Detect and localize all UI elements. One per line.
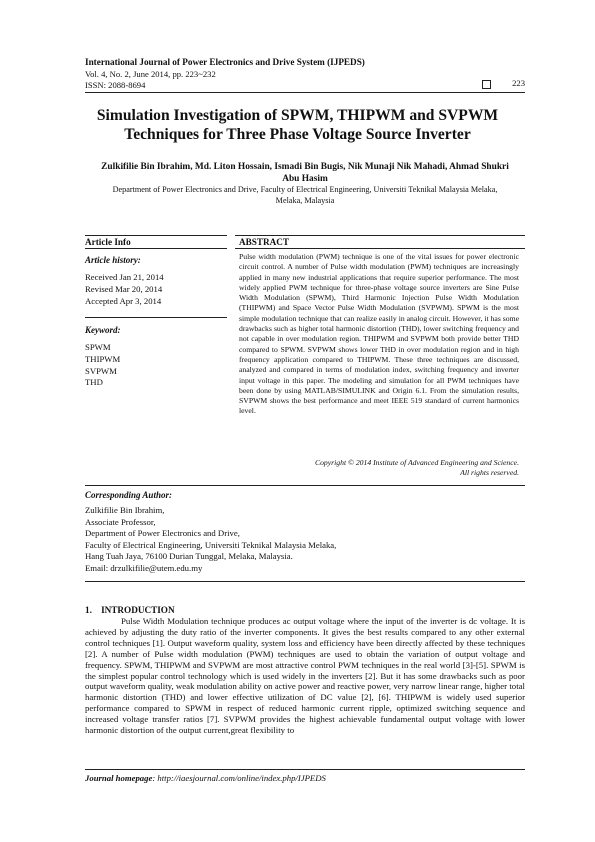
- corresponding-author: [85, 505, 336, 575]
- corresponding-top-rule: [85, 485, 525, 486]
- history-revised: Revised Mar 20, 2014: [85, 283, 163, 294]
- article-history: [85, 272, 164, 307]
- abstract-text: Pulse width modulation (PWM) technique is one of the vital issues for power electronic circuit control. A number of Pulse width modulation (PWM) techniques are increasingly applied in many new industrial applications that require superior performance. The most widely applied PWM technique for three-phase voltage source inverters are Sine Pulse Width Modulation (SPWM), Third Harmonic Injection Pulse Width Modulation (THIPWM) and Space Vector Pulse Width Modulation (SVPWM). SPWM is the most simple modulation technique that can realize easily in analog circuit. However, it has some drawbacks such as higher total harmonic distortion (THD), lower switching frequency and not capable in over modulation region. THIPWM and SVPWM both provide better THD compared to SPWM. SVPWM shows lower THD in over modulation region and in high frequency application compared to THIPWM. These three techniques are discussed, analyzed and compared in terms of modulation index, switching frequency and inverter input voltage in this paper. The modeling and simulation for all PWM techniques have been done by using MATLAB/SIMULINK and Origin 6.1. From the simulation results, SVPWM shows the best performance and meet IEEE 519 standard of current harmonics level.: [239, 252, 519, 416]
- abstract-heading: ABSTRACT: [239, 237, 290, 247]
- issn: ISSN: 2088-8694: [85, 80, 146, 90]
- volume-info: Vol. 4, No. 2, June 2014, pp. 223~232: [85, 69, 216, 79]
- history-accepted: Accepted Apr 3, 2014: [85, 295, 162, 306]
- footer-rule: [85, 769, 525, 770]
- keyword-item: THD: [85, 377, 103, 388]
- copyright: [239, 458, 519, 479]
- keyword-item: SVPWM: [85, 365, 117, 376]
- keyword-item: SPWM: [85, 342, 111, 352]
- authors-line-2: Abu Hasim: [282, 174, 328, 184]
- page-box-icon: [482, 80, 491, 89]
- keyword-list: [85, 342, 120, 389]
- introduction-heading: 1. INTRODUCTION: [85, 605, 175, 615]
- introduction-body: [85, 616, 525, 736]
- corresponding-bottom-rule: [85, 581, 525, 582]
- corresponding-line: Faculty of Electrical Engineering, Universiti Teknikal Malaysia Melaka,: [85, 539, 337, 550]
- title-line-2: Techniques for Three Phase Voltage Source Inverter: [124, 126, 471, 143]
- authors: [85, 161, 525, 185]
- article-info-mid-rule: [85, 248, 227, 249]
- keyword-rule: [85, 317, 227, 318]
- abstract-mid-rule: [235, 248, 525, 249]
- article-history-label: Article history:: [85, 255, 141, 265]
- copyright-line-1: Copyright © 2014 Institute of Advanced Engineering and Science.: [314, 458, 519, 467]
- authors-line-1: Zulkifilie Bin Ibrahim, Md. Liton Hossain, Ismadi Bin Bugis, Nik Munaji Nik Mahadi, Ahmad Shukri: [101, 162, 509, 172]
- history-received: Received Jan 21, 2014: [85, 272, 164, 282]
- article-info-top-rule: [85, 235, 227, 236]
- corresponding-line: Hang Tuah Jaya, 76100 Durian Tunggal, Melaka, Malaysia.: [85, 551, 293, 562]
- journal-homepage-label: Journal homepage: [85, 773, 153, 783]
- affiliation: [85, 184, 525, 206]
- corresponding-line: Zulkifilie Bin Ibrahim,: [85, 505, 165, 515]
- journal-name: International Journal of Power Electronics and Drive System (IJPEDS): [85, 57, 365, 67]
- footer: [85, 773, 326, 783]
- journal-homepage-link[interactable]: : http://iaesjournal.com/online/index.php/IJPEDS: [152, 773, 326, 783]
- corresponding-label: Corresponding Author:: [85, 490, 172, 500]
- header-rule: [85, 92, 525, 93]
- title-line-1: Simulation Investigation of SPWM, THIPWM and SVPWM: [96, 107, 499, 124]
- article-info-heading: Article Info: [85, 237, 131, 247]
- corresponding-email[interactable]: Email: drzulkifilie@utem.edu.my: [85, 562, 203, 573]
- abstract-top-rule: [235, 235, 525, 236]
- keyword-item: THIPWM: [85, 353, 121, 364]
- page-number: 223: [512, 78, 525, 88]
- corresponding-line: Associate Professor,: [85, 516, 156, 527]
- affiliation-line-2: Melaka, Malaysia: [275, 196, 335, 205]
- corresponding-line: Department of Power Electronics and Drive,: [85, 528, 240, 539]
- affiliation-line-1: Department of Power Electronics and Drive, Faculty of Electrical Engineering, Universiti Teknikal Malaysia Melaka,: [112, 185, 498, 194]
- introduction-paragraph: Pulse Width Modulation technique produces ac output voltage where the input of the inverter is dc voltage. It is achieved by adjusting the duty ratio of the inverter components. It gives the best results compared to any other external control techniques [1]. Output waveform quality, system loss and efficiency have been directly affected by these techniques [2]. A number of Pulse width modulation (PWM) techniques are used to obtain the variation of output voltage and frequency. SPWM, THIPWM and SVPWM are most attractive control PWM techniques in the real world [3]-[5]. SPWM is the simplest popular control technology which is used widely in the inverters [2]. But it has some drawbacks such as poor output waveform quality, weak modulation ability on active power and reactive power, very narrow linear range, higher total harmonic distortion (THD) and lower effective utilization of DC value [2], [6]. THIPWM is widely used superior performance compared to SPWM in respect of reduced harmonic current ripple, optimized switching sequence and increased voltage transfer ratios [7]. SVPWM provides the highest achievable fundamental output voltage with lower harmonic distortion of the output current,great flexibility to: [85, 616, 525, 736]
- paper-title: [85, 106, 510, 144]
- keyword-label: Keyword:: [85, 325, 121, 335]
- copyright-line-2: All rights reserved.: [460, 468, 519, 478]
